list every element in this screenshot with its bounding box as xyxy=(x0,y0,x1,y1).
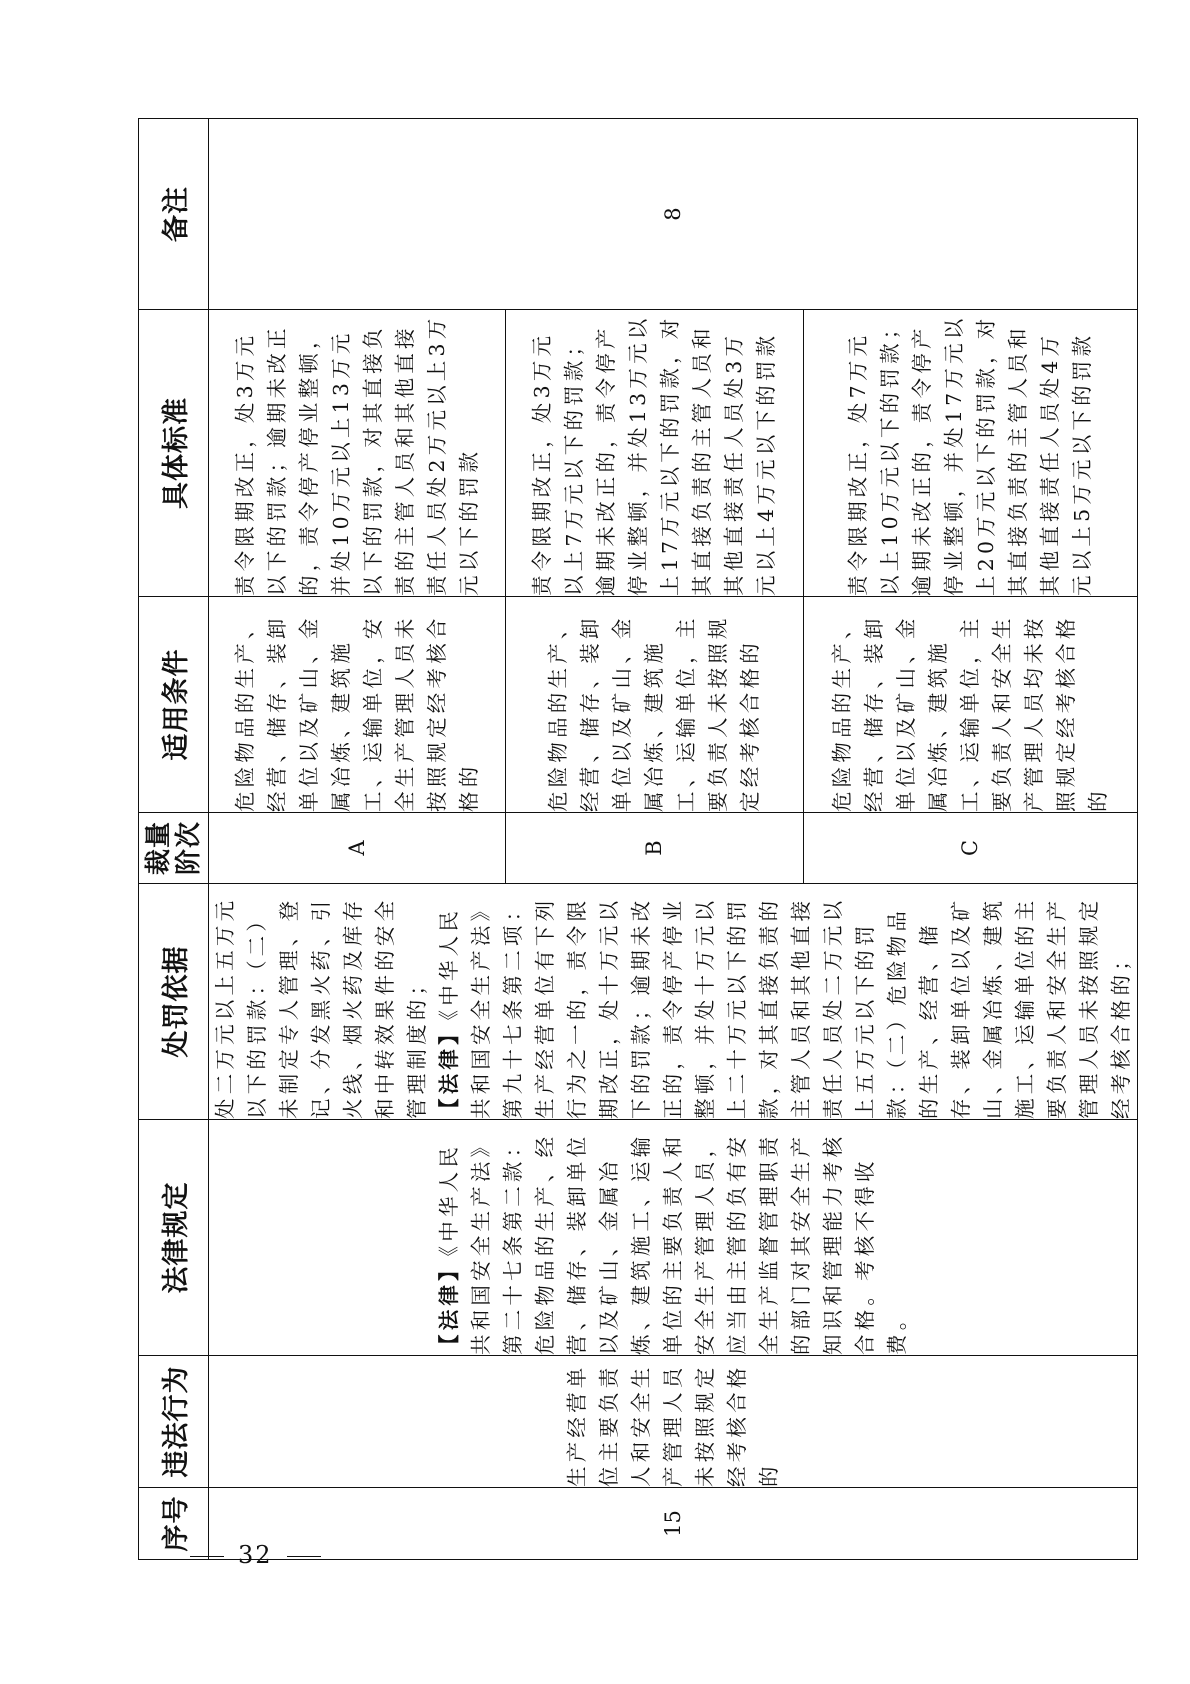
header-law: 法律规定 xyxy=(139,1120,209,1356)
page-number xyxy=(176,1541,335,1569)
penalty-text-1: 处二万元以上五万元以下的罚款：（二）未制定专人管理、登记、分发黑火药、引火线、烟火药及库存和中转效果件的安全管理制度的； xyxy=(213,896,429,1119)
row-seq: 15 xyxy=(209,1488,1138,1560)
header-violation: 违法行为 xyxy=(139,1356,209,1488)
penalty-tag: 【法律】 xyxy=(437,1020,461,1119)
header-standard: 具体标准 xyxy=(139,310,209,597)
row-violation: 生产经营单位主要负责人和安全生产管理人员未按照规定经考核合格的 xyxy=(209,1356,1138,1488)
level-c: C xyxy=(803,813,1137,884)
row-law xyxy=(209,1120,1138,1356)
page-number-value: 32 xyxy=(238,1541,273,1569)
law-text: 《中华人民共和国安全生产法》第二十七条第二款：危险物品的生产、经营、储存、装卸单位以及矿山、金属冶炼、建筑施工、运输单位的主要负责人和安全生产管理人员，应当由主管的负有安全生产监督管理职责的部门对其安全生产知识和管理能力考核合格。考核不得收费。 xyxy=(437,1132,909,1355)
level-b: B xyxy=(506,813,803,884)
header-penalty-basis: 处罚依据 xyxy=(139,884,209,1120)
row-penalty-basis xyxy=(209,884,1138,1120)
standard-b: 责令限期改正，处3万元以上7万元以下的罚款；逾期未改正的，责令停产停业整顿，并处13万元以上17万元以下的罚款，对其直接负责的主管人员和其他直接责任人员处3万元以上4万元以下的罚款 xyxy=(506,310,803,597)
law-tag: 【法律】 xyxy=(437,1256,461,1355)
table-row xyxy=(209,119,506,1560)
table-header-row xyxy=(139,119,209,1560)
header-condition: 适用条件 xyxy=(139,597,209,813)
header-note: 备注 xyxy=(139,119,209,310)
row-note: 8 xyxy=(209,119,1138,310)
level-a: A xyxy=(209,813,506,884)
penalty-table xyxy=(138,118,1138,1560)
rotated-table-page xyxy=(138,119,1133,1560)
condition-c: 危险物品的生产、经营、储存、装卸单位以及矿山、金属冶炼、建筑施工、运输单位，主要负责人和安全生产管理人员均未按照规定经考核合格的 xyxy=(803,597,1137,813)
penalty-text-2: 《中华人民共和国安全生产法》第九十七条第二项：生产经营单位有下列行为之一的，责令限期改正，处十万元以下的罚款；逾期未改正的，责令停产停业整顿，并处十万元以上二十万元以下的罚款，对其直接负责的主管人员和其他直接责任人员处二万元以上五万元以下的罚款：（二）危险物品的生产、经营、储存、装卸单位以及矿山、金属冶炼、建筑施工、运输单位的主要负责人和安全生产管理人员未按照规定经考核合格的； xyxy=(437,896,1133,1119)
page-number-dash-right xyxy=(287,1556,321,1557)
standard-c: 责令限期改正，处7万元以上10万元以下的罚款；逾期未改正的，责令停产停业整顿，并处17万元以上20万元以下的罚款，对其直接负责的主管人员和其他直接责任人员处4万元以上5万元以下的罚款 xyxy=(803,310,1137,597)
header-seq: 序号 xyxy=(139,1488,209,1560)
page-number-dash-left xyxy=(190,1556,224,1557)
header-level: 裁量阶次 xyxy=(139,813,209,884)
standard-a: 责令限期改正，处3万元以下的罚款；逾期未改正的，责令停产停业整顿，并处10万元以上13万元以下的罚款，对其直接负责的主管人员和其他直接责任人员处2万元以上3万元以下的罚款 xyxy=(209,310,506,597)
condition-a: 危险物品的生产、经营、储存、装卸单位以及矿山、金属冶炼、建筑施工、运输单位，安全生产管理人员未按照规定经考核合格的 xyxy=(209,597,506,813)
condition-b: 危险物品的生产、经营、储存、装卸单位以及矿山、金属冶炼、建筑施工、运输单位，主要负责人未按照规定经考核合格的 xyxy=(506,597,803,813)
